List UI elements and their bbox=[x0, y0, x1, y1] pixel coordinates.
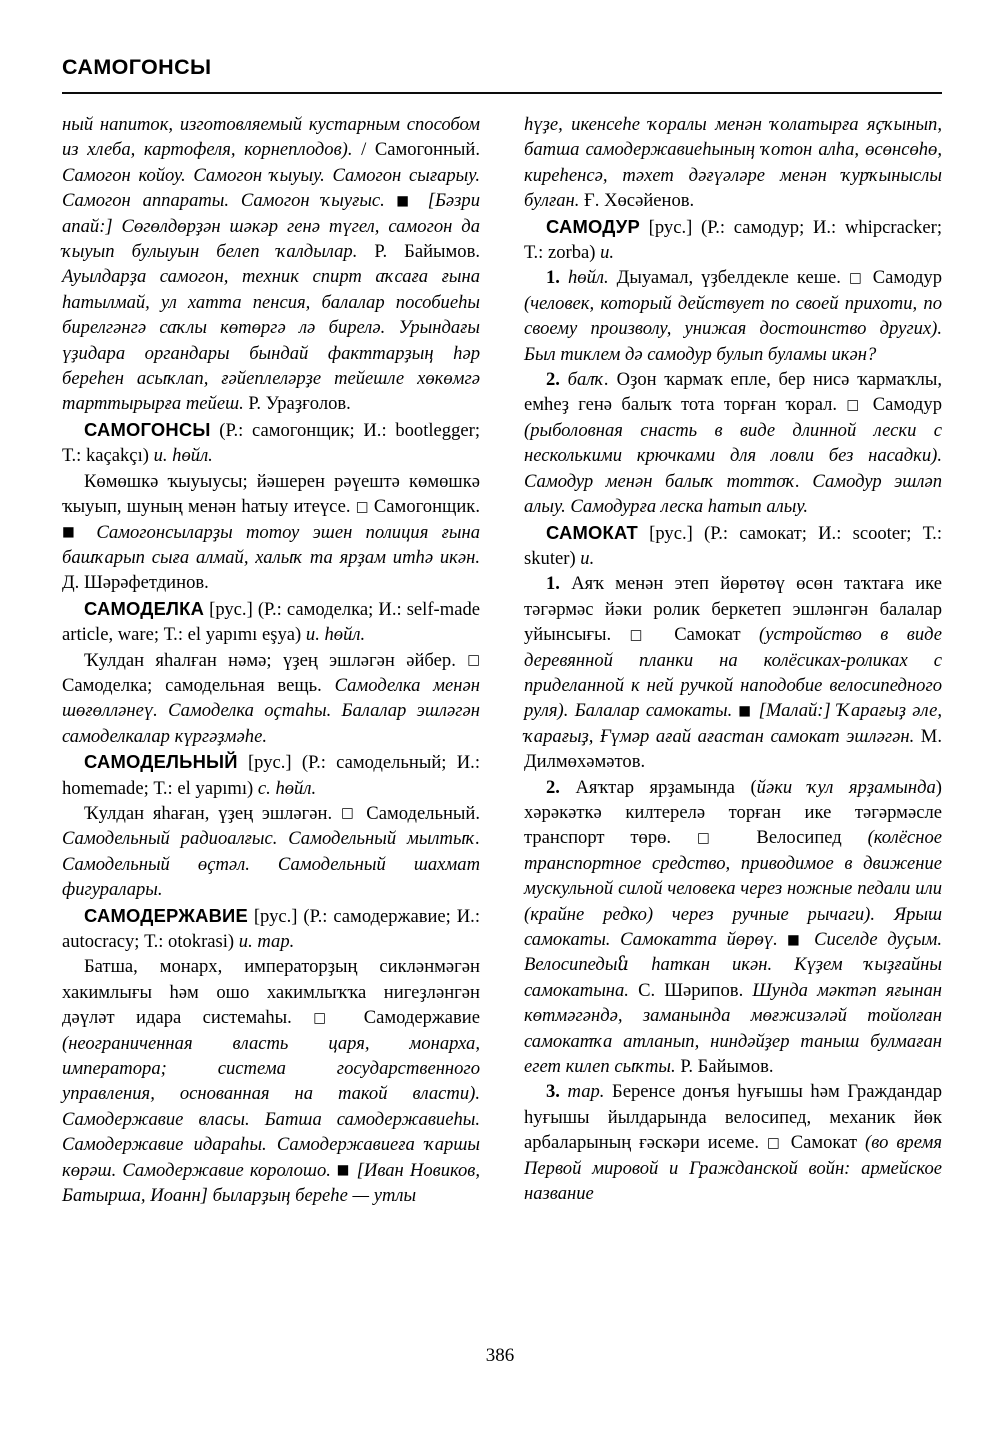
open-square-marker: □ bbox=[696, 829, 757, 846]
italic-text: балҡ. bbox=[559, 369, 609, 391]
open-square-marker: □ bbox=[629, 626, 675, 643]
filled-square-marker: ■ bbox=[62, 524, 97, 540]
open-square-marker: □ bbox=[846, 396, 873, 413]
entry-block-body bbox=[62, 954, 480, 1208]
roman-text: [рус.] (Р.: самодержавие; И.: autocracy; Т.: otokrasi) bbox=[62, 905, 480, 952]
roman-text: Самогонщик. bbox=[373, 496, 480, 518]
roman-text: Ғ. Хөсәйенов. bbox=[579, 190, 695, 212]
italic-text: [Малай:] Ҡарағыҙ әле, ҡарағыҙ, Ғүмәр ағай ағастан самокат эшләгән. bbox=[524, 700, 942, 747]
open-square-marker: □ bbox=[313, 1009, 364, 1026]
roman-text: Аяҡтар ярҙамында ( bbox=[559, 776, 757, 798]
open-square-marker: □ bbox=[340, 805, 367, 822]
roman-text: Р. Байымов. bbox=[357, 241, 481, 263]
italic-text: и. тар. bbox=[238, 931, 295, 952]
entry-block-sense bbox=[524, 1079, 942, 1206]
roman-text: Дыуамал, үҙбелдекле кеше. bbox=[608, 267, 849, 289]
filled-square-marker: ■ bbox=[777, 931, 815, 948]
entry-block-continuation bbox=[524, 112, 942, 214]
italic-text: (рыболовная снасть в виде длинной лески с несколькими крючками для ловли без насадки). Самодур менән балыҡ тоттоҡ. Самодур эшләп алыу. Самодурға леска һатып алыу. bbox=[524, 419, 942, 518]
italic-text: и. bbox=[600, 242, 615, 264]
roman-text: Оҙон ҡармаҡ епле, бер нисә ҡармаҡлы, емһеҙ генә балыҡ тота торған ҡорал. bbox=[524, 369, 943, 416]
entry-block-sense bbox=[524, 571, 942, 774]
roman-text: Самодельный. bbox=[366, 802, 480, 824]
headword: САМОДУР bbox=[546, 215, 640, 237]
entry-block-body bbox=[62, 801, 480, 903]
italic-text: Сиселде дуҫым. Велосипедыն һаткан икән. Күҙем ҡыҙғайны самокатына. bbox=[524, 929, 942, 1001]
running-head-text: САМОГОНСЫ bbox=[62, 55, 212, 79]
entry-block-sense bbox=[524, 367, 942, 519]
italic-text: тар. bbox=[559, 1081, 605, 1103]
roman-text: Р. Байымов. bbox=[675, 1056, 774, 1078]
sense-number: 2. bbox=[546, 369, 560, 391]
roman-text: Беренсе донъя һуғышы һәм Граждандар һуғышы йылдарында велосипед, механик йөк арбаларының ғәскәри исеме. bbox=[524, 1081, 942, 1154]
roman-text: Ҡулдан яһаған, үҙең эшләгән. bbox=[84, 802, 341, 824]
headword: САМОКАТ bbox=[546, 521, 638, 543]
entry-block-entry bbox=[524, 520, 942, 572]
open-square-marker: □ bbox=[355, 498, 374, 515]
sense-number: 2. bbox=[546, 776, 560, 798]
italic-text: с. һөйл. bbox=[257, 777, 317, 799]
left-column bbox=[62, 112, 480, 1208]
italic-text: (человек, который действует по своей прихоти, по своему произволу, унижая достоинство других). Был тиклем дә самодур булып буламы икән? bbox=[524, 292, 942, 365]
italic-text: Ауылдарҙа самогон, техник спирт аҡсаға ғына һатылмай, ул хатта пенсия, балалар пособиеһы бирелгәнгә саҡлы көтөргә лә бирелә. Урындағы үҙидара органдары бындай факттарҙың һәр береһен асыҡлап, ғәйеплеләрҙе тейешле хөкөмгә тарттырырға тейеш. bbox=[62, 266, 480, 415]
roman-text: Батша, монарх, императорҙың сикләнмәгән хакимлығы һәм ошо хакимлыҡҡа нигеҙләнгән дәүләт идара системаһы. bbox=[62, 956, 480, 1029]
roman-text: Самодур bbox=[872, 394, 942, 416]
italic-text: (устройство в виде деревянной планки на колёсиках-роликах с приделанной к ней ручкой наподобие велосипедного руля). Балалар самокаты. bbox=[524, 624, 942, 722]
roman-text: Д. Шәрәфетдинов. bbox=[62, 572, 209, 594]
roman-text: Самокат bbox=[674, 624, 760, 646]
italic-text: и. bbox=[580, 547, 595, 569]
italic-text: ный напиток, изготовляемый кустарным способом из хлеба, картофеля, корнеплодов). bbox=[62, 114, 480, 161]
open-square-marker: □ bbox=[467, 652, 480, 669]
entry-block-entry bbox=[62, 417, 480, 469]
header-rule bbox=[62, 92, 942, 94]
sense-number: 3. bbox=[546, 1081, 560, 1103]
open-square-marker: □ bbox=[848, 269, 873, 286]
filled-square-marker: ■ bbox=[330, 1162, 357, 1179]
entry-block-body bbox=[62, 469, 480, 596]
italic-text: [Бәзри апай:] Сөгөлдөрҙән шәкәр генә түгел, самогон да ҡыуып булыуын белеп ҡалдылар. bbox=[62, 190, 481, 263]
sense-number: 1. bbox=[546, 267, 560, 289]
roman-text: Ҡулдан яһалған нәмә; үҙең эшләгән әйбер. bbox=[84, 649, 468, 671]
column-container bbox=[62, 112, 942, 1208]
roman-text: Самокат bbox=[790, 1132, 866, 1154]
headword: САМОДЕРЖАВИЕ bbox=[84, 904, 248, 926]
roman-text: [рус.] (Р.: самодур; И.: whipcracker; Т.: zorba) bbox=[524, 216, 942, 264]
italic-text: һүҙе, икенсеһе ҡоралы менән ҡолатырға яҫҡынып, батша самодержавиеһының ҡотон алһа, өсөнсөһө, киреһенсә, тәхет дәғүәләре менән ҡурҡыныслы булған. bbox=[524, 114, 942, 212]
running-head bbox=[62, 56, 942, 79]
italic-text: и. һөйл. bbox=[153, 445, 213, 467]
entry-block-sense bbox=[524, 775, 942, 1080]
italic-text: Самогонсыларҙы тотоу эшен полиция ғына башҡарып сыға алмай, халыҡ та ярҙам итһә икән. bbox=[62, 521, 480, 568]
filled-square-marker: ■ bbox=[384, 192, 428, 209]
roman-text: Самодур bbox=[872, 267, 943, 289]
open-square-marker: □ bbox=[767, 1134, 791, 1151]
roman-text: Велосипед bbox=[756, 827, 868, 849]
page-number: 386 bbox=[485, 1345, 515, 1366]
roman-text: (Р.: самогонщик; И.: bootlegger; Т.: kaçakçı) bbox=[62, 419, 480, 467]
italic-text: һөйл. bbox=[559, 267, 609, 289]
roman-text: [рус.] (Р.: самокат; И.: scooter; Т.: skuter) bbox=[524, 522, 942, 569]
italic-text: Самогон койоу. Самогон ҡыуыу. Самогон сығарыу. Самогон аппараты. Самогон ҡыуғыс. bbox=[62, 164, 480, 212]
entry-block-sense bbox=[524, 265, 942, 367]
italic-text: Шунда мәктәп яғынан көтмәгәндә, заманында мөғжизәләй тойолған самокатҡа атланып, ниндәйҙер таныш булмаған егет килеп сыҡты. bbox=[524, 979, 942, 1078]
italic-text: [Иван Новиков, Батырша, Иоанн] быларҙың береһе — утлы bbox=[62, 1159, 480, 1207]
headword: САМОДЕЛКА bbox=[84, 597, 205, 619]
roman-text: Р. Ураҙғолов. bbox=[243, 393, 351, 415]
italic-text: и. һөйл. bbox=[305, 624, 366, 646]
roman-text: С. Шәрипов. bbox=[628, 979, 753, 1001]
roman-text: ) хәрәкәткә килтерелә торған ике тәгәрмәсле транспорт төрө. bbox=[524, 776, 942, 849]
roman-text: Көмөшкә ҡыуыусы; йәшерен рәүештә көмөшкә ҡыуып, шуның менән һатыу итеүсе. bbox=[62, 470, 480, 518]
italic-text: йәки ҡул ярҙамында bbox=[756, 776, 936, 798]
roman-text: М. Дилмөхәмәтов. bbox=[524, 725, 942, 773]
entry-block-entry bbox=[62, 596, 480, 648]
entry-block-entry bbox=[62, 903, 480, 955]
entry-block-entry bbox=[524, 214, 942, 266]
roman-text: [рус.] (Р.: самоделка; И.: self-made article, ware; Т.: el yapımı eşya) bbox=[62, 598, 480, 646]
roman-text: Аяҡ менән этеп йөрөтөү өсөн таҡтаға ике тәгәрмәс йәки ролик беркетеп эшләнгән балалар уйынсығы. bbox=[524, 573, 942, 646]
italic-text: Самоделка менән шөғөлләнеү. Самоделка оҫтаһы. Балалар эшләгән самоделкалар күргәҙмәһе. bbox=[62, 674, 480, 747]
entry-block-continuation bbox=[62, 112, 480, 417]
italic-text: (неограниченная власть царя, монарха, императора; система государственного управления, основанная на такой власти). Самодержавие власы. Батша самодержавиеһы. Самодержавие идараһы. Самодержавиеға ҡаршы көрәш. Самодержавие королошо. bbox=[62, 1032, 480, 1181]
roman-text: Самодержавие bbox=[363, 1007, 480, 1029]
italic-text: Самодельный радиоалғыс. Самодельный мылтыҡ. Самодельный өҫтәл. Самодельный шахмат фигуралары. bbox=[62, 828, 480, 901]
italic-text: (во время Первой мировой и Гражданской войн: армейское название bbox=[524, 1132, 942, 1205]
filled-square-marker: ■ bbox=[732, 702, 759, 719]
headword: САМОГОНСЫ bbox=[84, 418, 211, 440]
italic-text: (колёсное транспортное средство, приводимое в движение мускульной силой человека через ножные педали или (крайне редко) через ручные рычаги). Ярыш самокаты. Самокатта йөрөү. bbox=[524, 827, 943, 950]
roman-text: Самоделка; самодельная вещь. bbox=[62, 674, 335, 696]
entry-block-body bbox=[62, 648, 480, 750]
roman-text: / Самогонный. bbox=[352, 139, 480, 161]
roman-text: [рус.] (Р.: самодельный; И.: homemade; Т.: el yapımı) bbox=[62, 752, 480, 799]
entry-block-entry bbox=[62, 749, 480, 801]
right-column bbox=[524, 112, 942, 1208]
sense-number: 1. bbox=[546, 573, 560, 595]
headword: САМОДЕЛЬНЫЙ bbox=[84, 751, 238, 773]
